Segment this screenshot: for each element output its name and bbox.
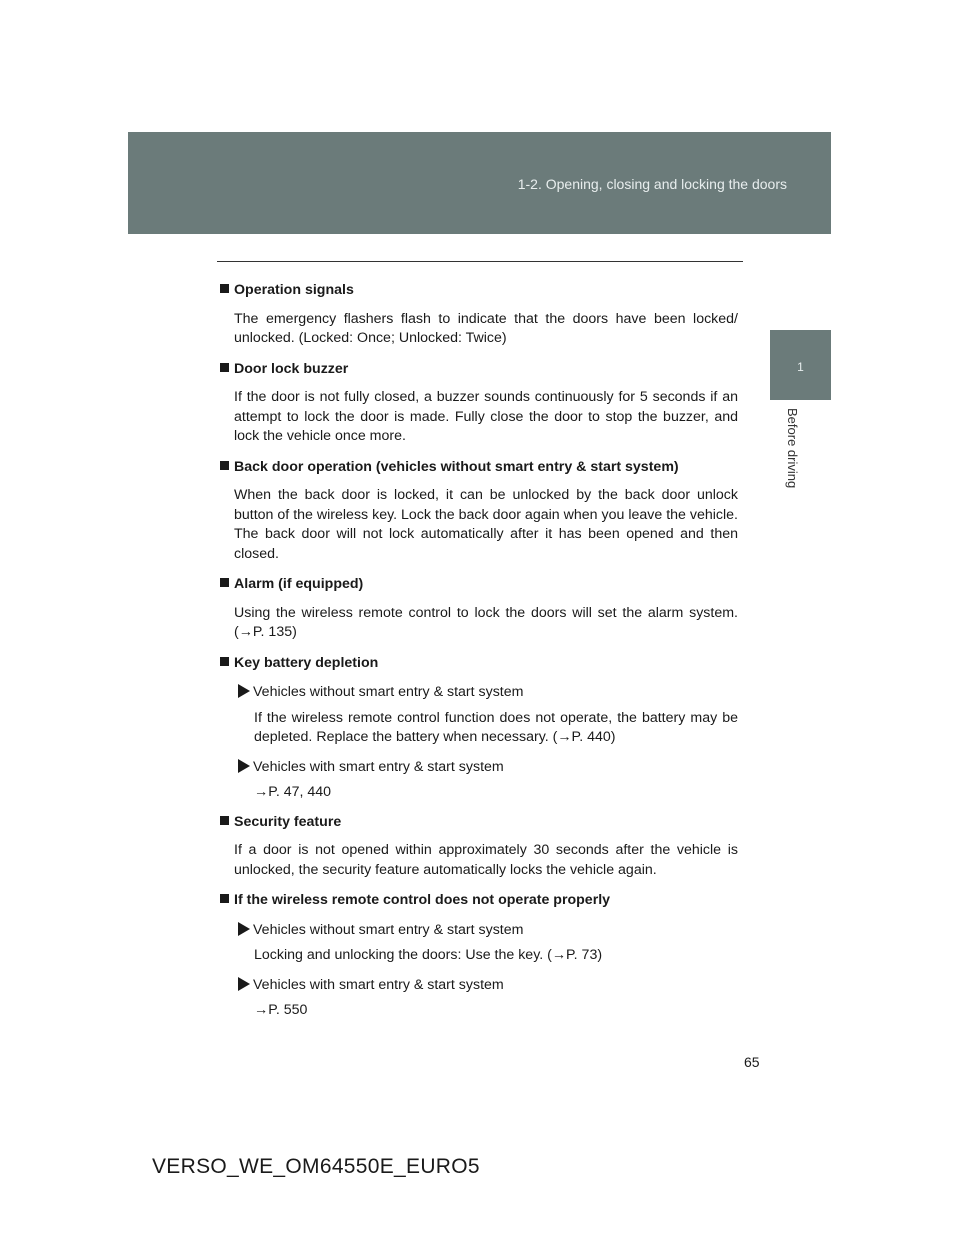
section-text: When the back door is locked, it can be unlocked by the back door unlock button of the wireless key. Lock the back door again when you leave the vehicle. The back door will not lock automatically after it has been opened and then closed. — [234, 487, 738, 562]
triangle-bullet-icon — [238, 684, 250, 698]
section-text: The emergency flashers flash to indicate that the doors have been locked/ unlocked. (Locked: Once; Unlocked: Twice) — [234, 310, 738, 346]
triangle-bullet-icon — [238, 922, 250, 936]
square-bullet-icon — [220, 363, 229, 372]
sub-text: Locking and unlocking the doors: Use the key. (→P. 73) — [254, 947, 603, 963]
page-number: 65 — [744, 1054, 760, 1070]
section-heading: Alarm (if equipped) — [220, 575, 738, 595]
square-bullet-icon — [220, 284, 229, 293]
chapter-tab — [770, 330, 831, 400]
section-text: If the door is not fully closed, a buzzer sounds continuously for 5 seconds if an attempt to lock the door is made. Fully close the door to stop the buzzer, and lock the vehicle once more. — [234, 389, 738, 444]
top-rule — [217, 261, 743, 262]
section-heading: Security feature — [220, 813, 738, 833]
footer-document-code: VERSO_WE_OM64550E_EURO5 — [152, 1155, 480, 1178]
sub-text: →P. 47, 440 — [254, 784, 332, 800]
chapter-number: 1 — [797, 360, 804, 374]
sub-heading: Vehicles without smart entry & start system — [238, 921, 738, 941]
header-band — [128, 132, 831, 234]
square-bullet-icon — [220, 461, 229, 470]
sub-text: If the wireless remote control function does not operate, the battery may be depleted. Replace the battery when necessary. (→P. 440) — [254, 709, 738, 745]
section-heading: Operation signals — [220, 281, 738, 301]
sub-heading: Vehicles with smart entry & start system — [238, 976, 738, 996]
section-heading: If the wireless remote control does not operate properly — [220, 891, 738, 911]
section-heading: Back door operation (vehicles without smart entry & start system) — [220, 458, 738, 478]
square-bullet-icon — [220, 894, 229, 903]
section-heading: Door lock buzzer — [220, 360, 738, 380]
sub-text: →P. 550 — [254, 1002, 308, 1018]
section-text: If a door is not opened within approximately 30 seconds after the vehicle is unlocked, the security feature automatically locks the vehicle again. — [234, 842, 738, 878]
sub-heading: Vehicles with smart entry & start system — [238, 758, 738, 778]
square-bullet-icon — [220, 657, 229, 666]
triangle-bullet-icon — [238, 759, 250, 773]
sub-heading: Vehicles without smart entry & start system — [238, 683, 738, 703]
page-content — [220, 281, 738, 1031]
section-text: Using the wireless remote control to lock the doors will set the alarm system. (→P. 135) — [234, 604, 738, 640]
triangle-bullet-icon — [238, 977, 250, 991]
chapter-label: Before driving — [785, 408, 800, 489]
section-heading: Key battery depletion — [220, 654, 738, 674]
square-bullet-icon — [220, 816, 229, 825]
square-bullet-icon — [220, 578, 229, 587]
section-title: 1-2. Opening, closing and locking the doors — [517, 176, 787, 192]
